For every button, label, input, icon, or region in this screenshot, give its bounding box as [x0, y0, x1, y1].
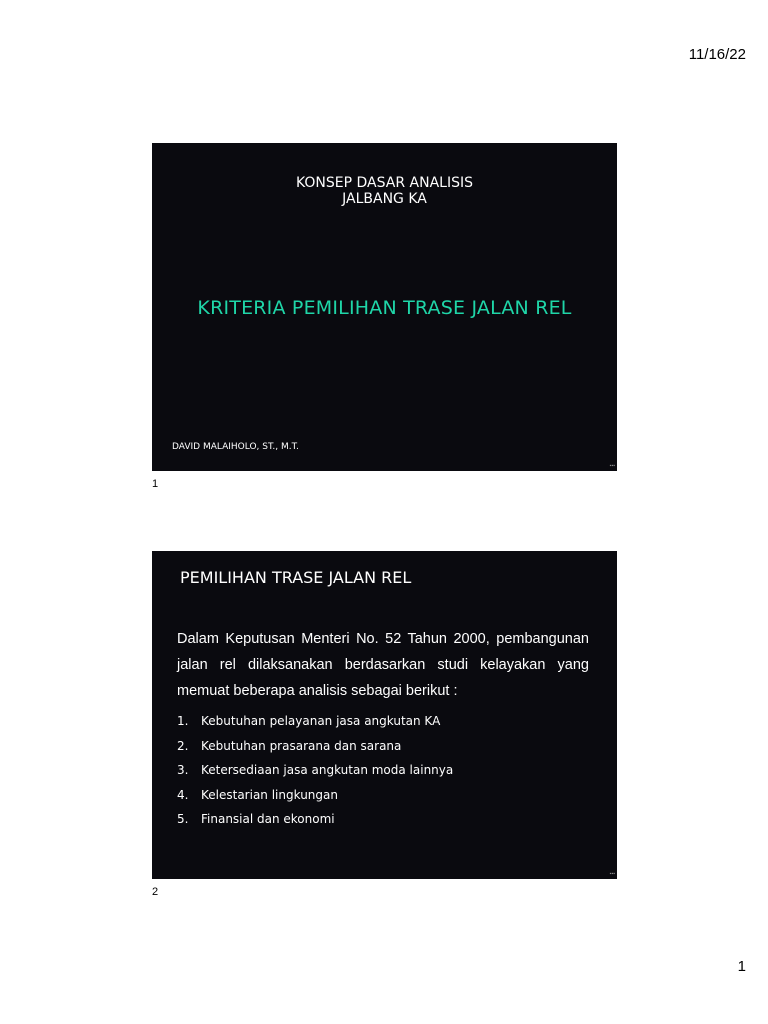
slide-1-heading	[152, 175, 617, 207]
slide-1-heading-line-1: KONSEP DASAR ANALISIS	[295, 175, 473, 191]
list-item-number: 3.	[177, 763, 189, 777]
list-item-text: Ketersediaan jasa angkutan moda lainnya	[201, 763, 454, 777]
slide-2-list	[177, 714, 453, 837]
list-item-number: 2.	[177, 738, 189, 753]
slide-2-title: PEMILIHAN TRASE JALAN REL	[180, 568, 412, 587]
page-number: 1	[737, 958, 746, 975]
slide-2-paragraph: Dalam Keputusan Menteri No. 52 Tahun 2000, pembangunan jalan rel dilaksanakan berdasarkan studi kelayakan yang memuat beberapa analisis sebagai berikut :	[177, 631, 589, 699]
list-item-number: 5.	[177, 812, 189, 826]
list-item	[177, 739, 453, 764]
list-item	[177, 714, 453, 739]
slide-1-title: KRITERIA PEMILIHAN TRASE JALAN REL	[197, 297, 572, 319]
slide-1-author: DAVID MALAIHOLO, ST., M.T.	[172, 442, 299, 452]
list-item	[177, 763, 453, 788]
list-item-number: 1.	[177, 714, 189, 728]
slide-1-number: 1	[152, 478, 159, 490]
list-item-text: Finansial dan ekonomi	[201, 812, 335, 826]
list-item-text: Kelestarian lingkungan	[201, 787, 338, 802]
list-item	[177, 788, 453, 813]
slide-1-heading-line-2: JALBANG KA	[342, 191, 427, 207]
slide-2	[152, 551, 617, 879]
slide-2-logo-mark: ▪▪▪	[609, 871, 615, 877]
slide-1-logo-mark: ▪▪▪	[609, 463, 615, 469]
slide-2-number: 2	[152, 886, 159, 898]
print-date: 11/16/22	[688, 46, 746, 63]
list-item-number: 4.	[177, 787, 189, 802]
list-item	[177, 812, 453, 837]
list-item-text: Kebutuhan prasarana dan sarana	[201, 738, 402, 753]
slide-1	[152, 143, 617, 471]
list-item-text: Kebutuhan pelayanan jasa angkutan KA	[201, 714, 441, 728]
